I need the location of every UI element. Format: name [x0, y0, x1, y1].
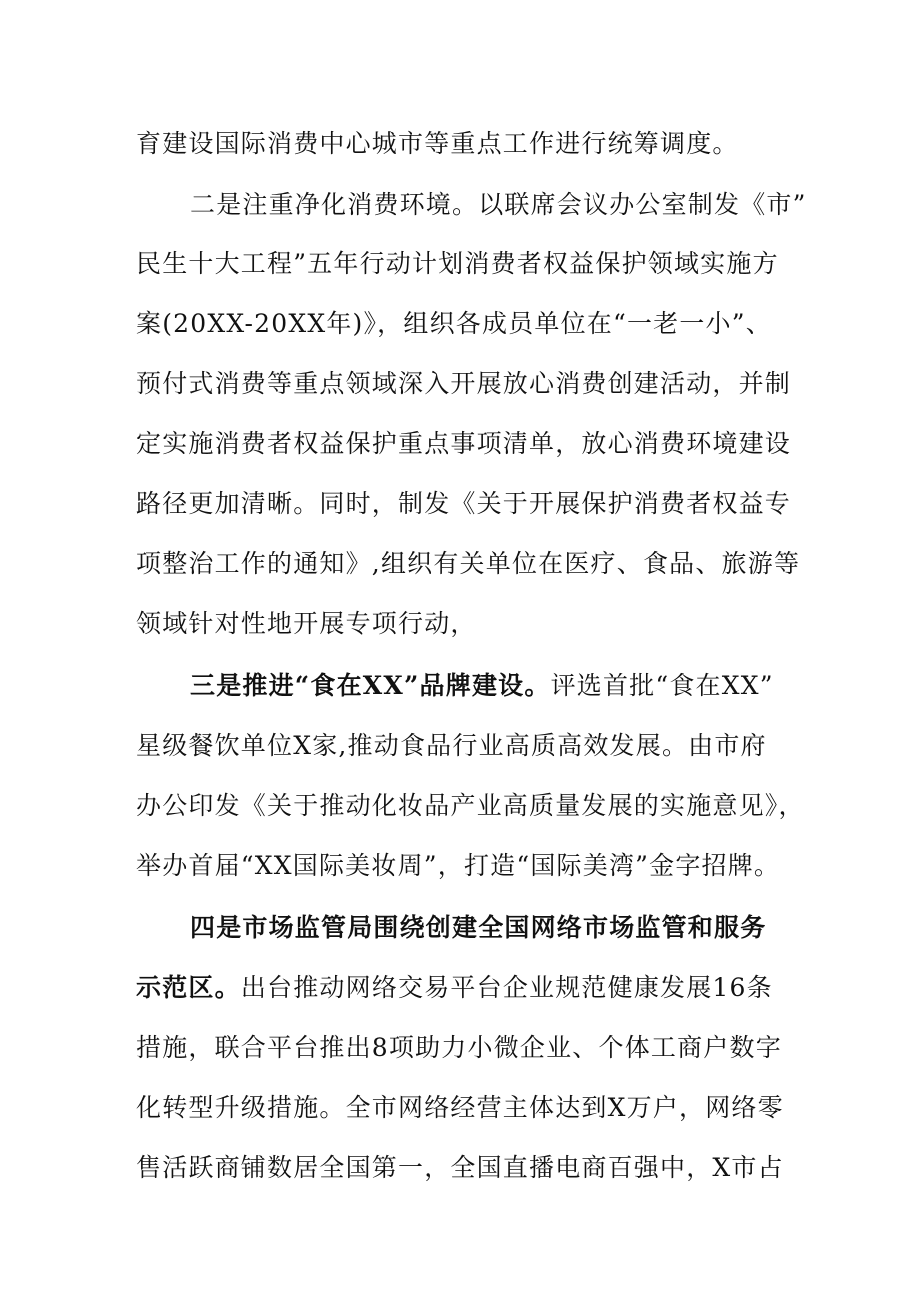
- paragraph-4-heading-end: 示范区。: [136, 973, 241, 1002]
- text-line-3: 民生十大工程”五年行动计划消费者权益保护领域实施方: [136, 249, 779, 278]
- paragraph-4-line-5: 售活跃商铺数居全国第一，全国直播电商百强中，X市占: [136, 1153, 784, 1182]
- text-line-6: 定实施消费者权益保护重点事项清单，放心消费环境建设: [136, 429, 792, 458]
- paragraph-4-line-3: 措施，联合平台推出8项助力小微企业、个体工商户数字: [136, 1033, 782, 1062]
- paragraph-3-heading: 三是推进“食在XX”品牌建设。: [190, 671, 551, 700]
- paragraph-3-line-2: 星级餐饮单位X家,推动食品行业高质高效发展。由市府: [136, 731, 767, 760]
- paragraph-4-line-4: 化转型升级措施。全市网络经营主体达到X万户，网络零: [136, 1093, 784, 1122]
- paragraph-4-line-2: [136, 972, 796, 1004]
- paragraph-4-line-2-rest: 出台推动网络交易平台企业规范健康发展16条: [240, 973, 773, 1002]
- text-line-9: 领域针对性地开展专项行动，: [136, 609, 477, 638]
- paragraph-3-line-3: 办公印发《关于推动化妆品产业高质量发展的实施意见》，: [136, 791, 805, 820]
- paragraph-3-line-4: 举办首届“XX国际美妆周”，打造“国际美湾”金字招牌。: [136, 851, 781, 880]
- text-line-4: 案(20XX-20XX年)》，组织各成员单位在“一老一小”、: [136, 309, 772, 338]
- paragraph-3-line-1: [190, 670, 796, 702]
- text-line-5: 预付式消费等重点领域深入开展放心消费创建活动，并制: [136, 369, 792, 398]
- text-line-8: 项整治工作的通知》,组织有关单位在医疗、食品、旅游等: [136, 549, 801, 578]
- paragraph-3-line-1-rest: 评选首批“食在XX”: [550, 671, 774, 700]
- text-line-7: 路径更加清晰。同时，制发《关于开展保护消费者权益专: [136, 489, 792, 518]
- paragraph-4-heading-line-1: 四是市场监管局围绕创建全国网络市场监管和服务: [190, 913, 767, 942]
- text-line-1: 育建设国际消费中心城市等重点工作进行统筹调度。: [136, 129, 739, 158]
- text-line-2: 二是注重净化消费环境。以联席会议办公室制发《市”: [190, 190, 807, 219]
